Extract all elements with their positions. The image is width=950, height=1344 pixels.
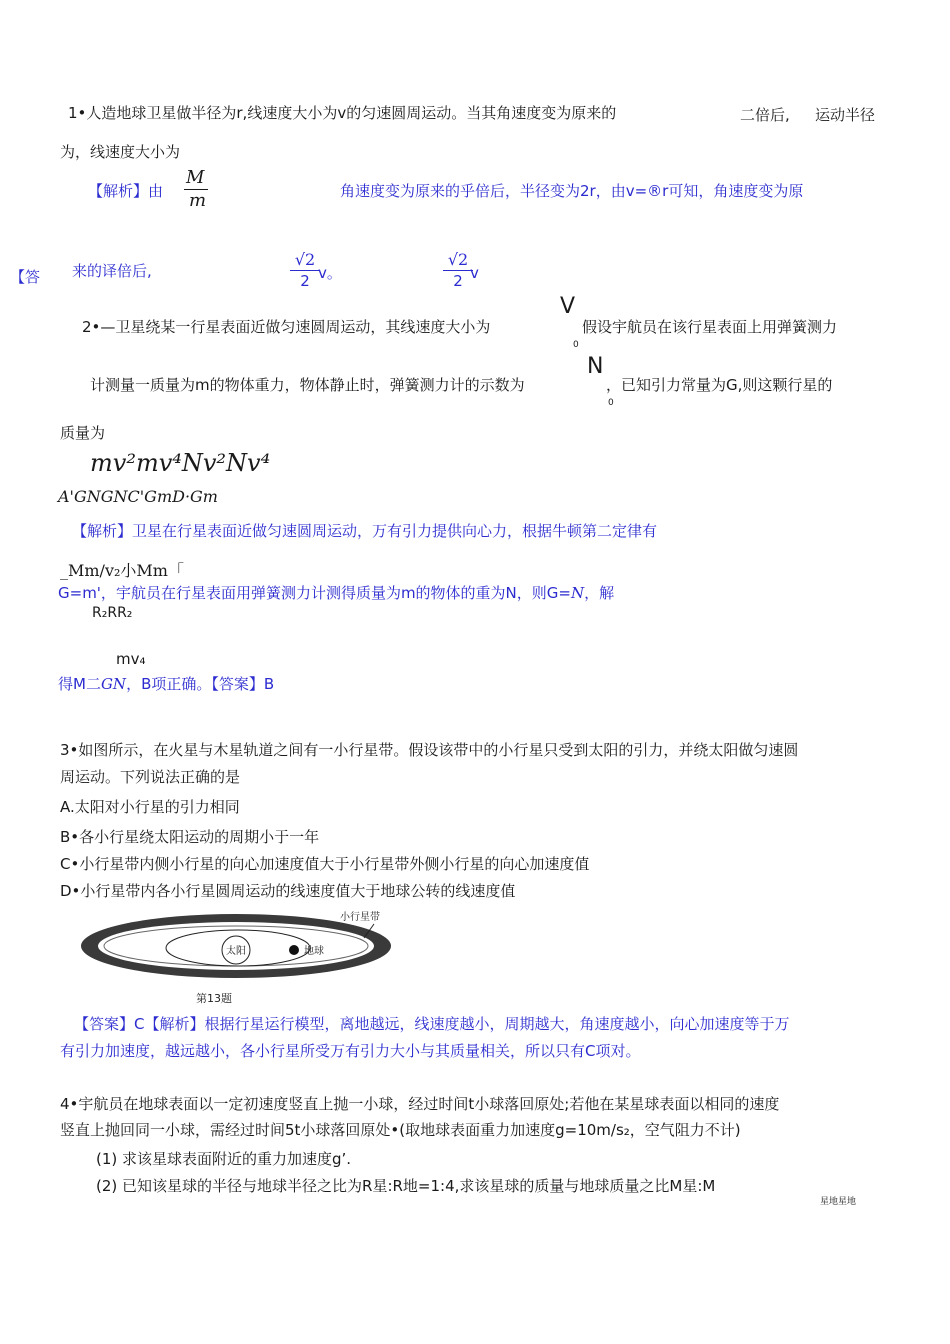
q2-v-subscript: 0 (573, 340, 579, 350)
q1-analysis-prefix: 【解析】由 (88, 182, 164, 200)
q4-sub1: (1) 求该星球表面附近的重力加速度g’. (96, 1150, 352, 1168)
q3-answer1: 【答案】C【解析】根据行星运行模型，离地越远，线速度越小，周期越大，角速度越小，向心加速度等于万 (74, 1015, 790, 1033)
q1-line2: 为，线速度大小为 (60, 143, 181, 161)
earth-label: 地球 (304, 946, 324, 957)
q1-sqrt-b-den: 2 (453, 272, 463, 290)
q2-line3: 质量为 (60, 424, 106, 442)
q1-line1: 1•人造地球卫星做半径为r,线速度大小为v的匀速圆周运动。当其角速度变为原来的 (68, 104, 617, 122)
q3-option-d: D•小行星带内各小行星圆周运动的线速度值大于地球公转的线速度值 (60, 882, 516, 900)
q2-formula-main (58, 584, 614, 602)
q2-line1-rest: 假设宇航员在该行星表面上用弹簧测力 (582, 318, 838, 336)
q2-result-b: ，B项正确。【答案】B (126, 675, 275, 693)
q2-line2: 计测量一质量为m的物体重力，物体静止时，弹簧测力计的示数为 (90, 376, 525, 394)
q2-formula-main-b: 宇航员在行星表面用弹簧测力计测得质量为m的物体的重为N，则G= (115, 584, 571, 602)
q1-sqrt-b-num: √2 (447, 250, 469, 269)
q2-analysis1: 【解析】卫星在行星表面近做匀速圆周运动，万有引力提供向心力，根据牛顿第二定律有 (72, 522, 658, 540)
q1-frac-num: M (186, 167, 205, 188)
q2-formula-top: _Mm/v₂小Mm「 (60, 561, 184, 580)
q2-formula-main-n: N (570, 584, 585, 602)
q2-n-symbol: N (587, 354, 604, 379)
q1-sqrt-a-num: √2 (294, 250, 316, 269)
q2-options-bottom: A'GNGNC'GmD·Gm (58, 487, 218, 506)
q1-frac-den: m (189, 190, 207, 211)
q2-line2-rest: ，已知引力常量为G,则这颗行星的 (606, 376, 833, 394)
q2-formula-main-a: G=m'， (58, 584, 116, 602)
q2-result-top: mv₄ (116, 650, 146, 668)
q4-sub2-tail: 星地星地 (820, 1197, 857, 1207)
q2-formula-bottom: R₂RR₂ (92, 605, 133, 621)
q2-line1: 2•—卫星绕某一行星表面近做匀速圆周运动，其线速度大小为 (82, 318, 491, 336)
q1-line1-tail-b: 运动半径 (815, 106, 876, 124)
asteroid-belt-diagram (78, 908, 398, 1004)
asteroid-belt-figure (78, 908, 398, 1004)
sun-label: 太阳 (226, 946, 246, 957)
q2-n-subscript: 0 (608, 398, 614, 408)
q3-option-c: C•小行星带内侧小行星的向心加速度值大于小行星带外侧小行星的向心加速度值 (60, 855, 590, 873)
q2-result-line (58, 675, 274, 693)
q1-sqrt-fraction-b (443, 250, 473, 290)
q1-answer-tag: 【答 (10, 268, 41, 286)
q1-analysis-rest: 角速度变为原来的乎倍后，半径变为2r，由v=®r可知，角速度变为原 (340, 182, 804, 200)
figure-caption: 第13题 (196, 992, 232, 1004)
belt-label: 小行星带 (340, 912, 380, 923)
q3-answer2: 有引力加速度，越远越小，各小行星所受万有引力大小与其质量相关，所以只有C项对。 (60, 1042, 641, 1060)
q2-options-top: mv²mv⁴Nv²Nv⁴ (90, 449, 271, 477)
q1-line1-tail-a: 二倍后, (740, 106, 790, 124)
q2-result-a: 得M二 (58, 675, 101, 693)
q4-line2: 竖直上抛回同一小球，需经过时间5t小球落回原处•(取地球表面重力加速度g=10m/s₂，空气阻力不计) (60, 1121, 741, 1139)
earth-dot (289, 945, 299, 955)
q2-v-symbol: V (560, 294, 576, 319)
q2-formula-main-c: ，解 (584, 584, 615, 602)
q4-sub2: (2) 已知该星球的半径与地球半径之比为R星:R地=1:4,求该星球的质量与地球质量之比M星:M (96, 1177, 716, 1195)
q1-sqrt-a-suffix: v。 (318, 264, 342, 282)
q1-sqrt-fraction-a (290, 250, 320, 290)
q4-line1: 4•宇航员在地球表面以一定初速度竖直上抛一小球，经过时间t小球落回原处;若他在某星球表面以相同的速度 (60, 1095, 780, 1113)
q2-result-gn: GN (100, 675, 127, 693)
q3-option-b: B•各小行星绕太阳运动的周期小于一年 (60, 828, 320, 846)
q3-line1: 3•如图所示，在火星与木星轨道之间有一小行星带。假设该带中的小行星只受到太阳的引力，并绕太阳做匀速圆 (60, 741, 799, 759)
q3-line2: 周运动。下列说法正确的是 (60, 768, 241, 786)
q1-analysis-line2: 来的译倍后, (72, 262, 152, 280)
q1-sqrt-a-den: 2 (300, 272, 310, 290)
q3-option-a: A.太阳对小行星的引力相同 (60, 798, 240, 816)
q1-sqrt-b-suffix: v (470, 264, 479, 282)
